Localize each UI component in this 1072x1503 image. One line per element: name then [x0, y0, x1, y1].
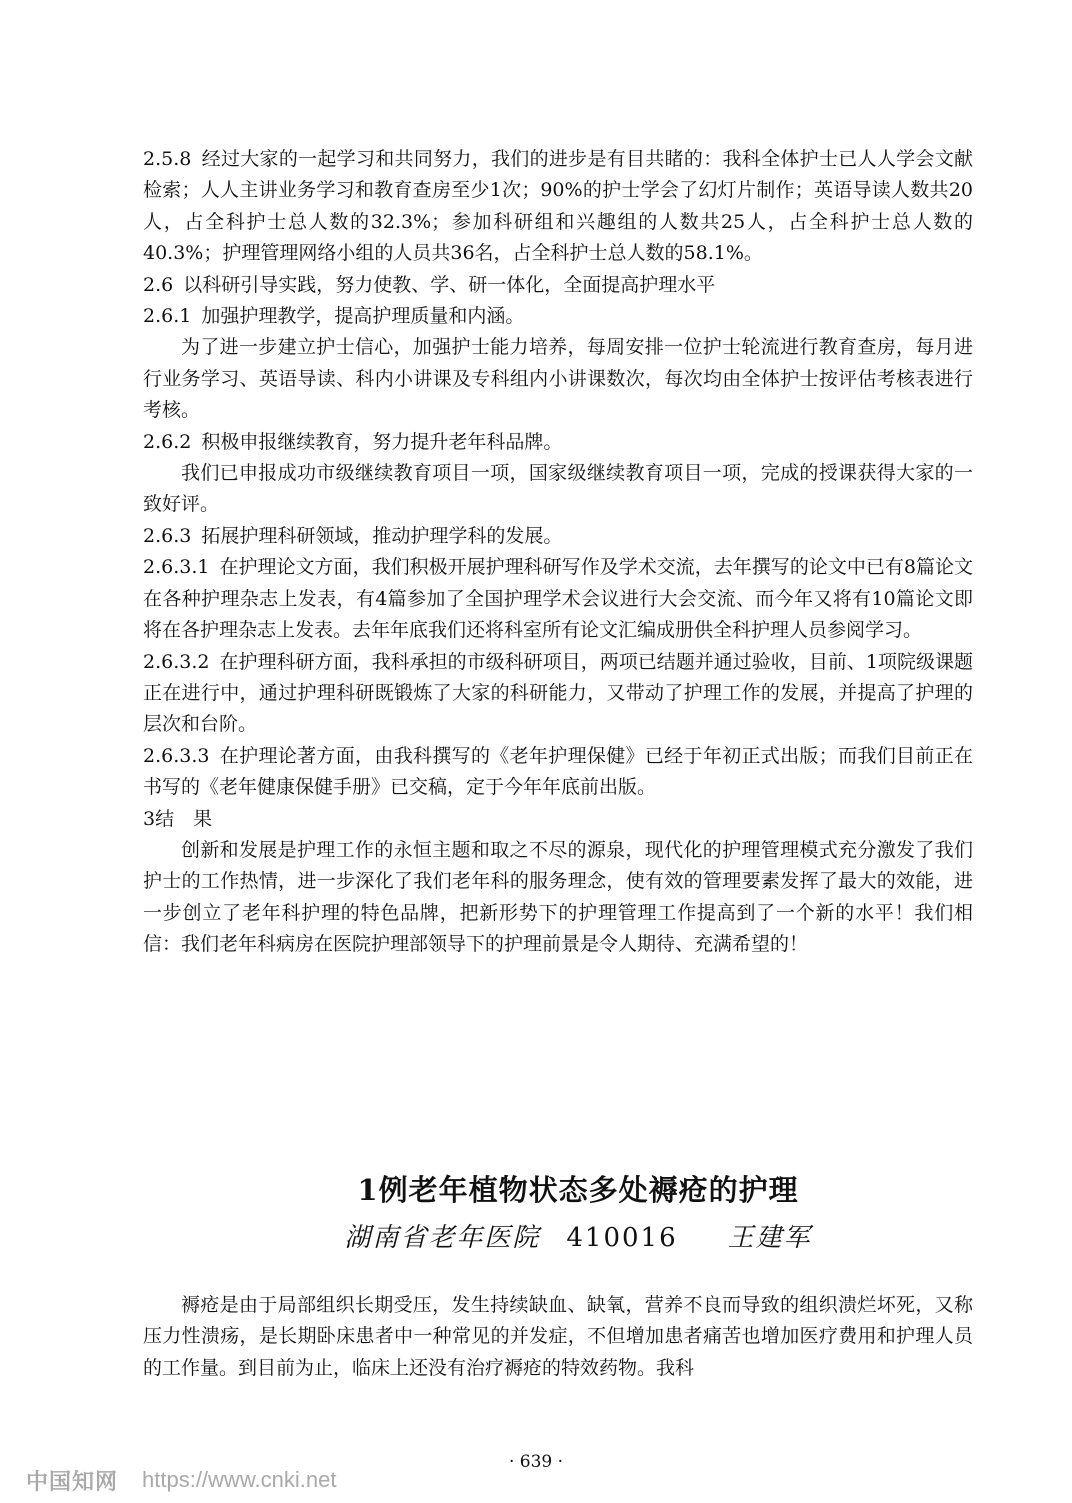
section-number: 2.6	[143, 273, 174, 296]
section-2-6-3-1	[143, 552, 973, 646]
section-text: 在护理论著方面，由我科撰写的《老年护理保健》已经于年初正式出版；而我们目前正在书写的《老年健康保健手册》已交稿，定于今年年底前出版。	[143, 744, 973, 799]
section-2-6-2-body: 我们已申报成功市级继续教育项目一项，国家级继续教育项目一项，完成的授课获得大家的一致好评。	[143, 462, 973, 516]
section-3-body: 创新和发展是护理工作的永恒主题和取之不尽的源泉，现代化的护理管理模式充分激发了我们护士的工作热情，进一步深化了我们老年科的服务理念，使有效的管理要素发挥了最大的效能，进一步创立了老年科护理的特色品牌，把新形势下的护理管理工作提高到了一个新的水平！我们相信：我们老年科病房在医院护理部领导下的护理前景是令人期待、充满希望的！	[143, 838, 973, 956]
article-body	[143, 1290, 973, 1384]
section-2-6-2-heading	[143, 427, 973, 458]
section-number: 2.6.3.1	[143, 556, 210, 579]
article-header	[143, 1168, 973, 1254]
section-2-6-1-body: 为了进一步建立护士信心，加强护士能力培养，每周安排一位护士轮流进行教育查房，每月进行业务学习、英语导读、科内小讲课及专科组内小讲课数次，每次均由全体护士按评估考核表进行考核。	[143, 336, 973, 422]
section-2-6-3-heading	[143, 521, 973, 552]
section-text: 在护理论文方面，我们积极开展护理科研写作及学术交流，去年撰写的论文中已有8篇论文在各种护理杂志上发表，有4篇参加了全国护理学术会议进行大会交流、而今年又将有10篇论文即将在各护理杂志上发表。去年年底我们还将科室所有论文汇编成册供全科护理人员参阅学习。	[143, 556, 973, 642]
section-2-6-1-heading	[143, 301, 973, 332]
section-text: 经过大家的一起学习和共同努力，我们的进步是有目共睹的：我科全体护士已人人学会文献检索；人人主讲业务学习和教育查房至少1次；90%的护士学会了幻灯片制作；英语导读人数共20人，占全科护士总人数的32.3%；参加科研组和兴趣组的人数共25人，占全科护士总人数的40.3%；护理管理网络小组的人员共36名，占全科护士总人数的58.1%。	[143, 148, 973, 265]
section-2-5-8	[143, 144, 973, 270]
cnki-logo: 中国知网	[26, 1468, 119, 1494]
section-title: 以科研引导实践，努力使教、学、研一体化，全面提高护理水平	[183, 273, 716, 296]
section-3-heading: 3结 果	[143, 807, 213, 830]
section-2-6-3-2	[143, 647, 973, 741]
section-title: 加强护理教学，提高护理质量和内涵。	[201, 305, 525, 328]
section-title: 积极申报继续教育，努力提升老年科品牌。	[201, 430, 563, 453]
section-text: 在护理科研方面，我科承担的市级科研项目，两项已结题并通过验收，目前、1项院级课题正在进行中，通过护理科研既锻炼了大家的科研能力，又带动了护理工作的发展，并提高了护理的层次和台阶。	[143, 650, 973, 736]
article-title: 1例老年植物状态多处褥疮的护理	[357, 1173, 799, 1207]
section-title: 拓展护理科研领域，推动护理学科的发展。	[201, 524, 563, 547]
article-byline	[143, 1217, 973, 1254]
article-intro: 褥疮是由于局部组织长期受压，发生持续缺血、缺氧，营养不良而导致的组织溃烂坏死，又称压力性溃疡，是长期卧床患者中一种常见的并发症，不但增加患者痛苦也增加医疗费用和护理人员的工作量。到目前为止，临床上还没有治疗褥疮的特效药物。我科	[143, 1294, 973, 1379]
cnki-url[interactable]: https://www.cnki.net	[142, 1467, 337, 1492]
author-organization: 湖南省老年医院	[344, 1223, 541, 1253]
section-number: 2.6.2	[143, 430, 192, 453]
postal-code: 410016	[566, 1223, 678, 1253]
page-number: · 639 ·	[508, 1452, 564, 1472]
section-number: 2.6.1	[143, 305, 192, 328]
section-number: 2.6.3.3	[143, 744, 210, 767]
main-text-column	[143, 144, 973, 961]
section-2-6-3-3	[143, 741, 973, 804]
author-name: 王建军	[727, 1223, 812, 1253]
cnki-watermark	[26, 1466, 336, 1494]
section-number: 2.5.8	[143, 148, 192, 170]
section-2-6-heading	[143, 270, 973, 301]
section-number: 2.6.3.2	[143, 650, 210, 673]
section-number: 2.6.3	[143, 524, 192, 547]
